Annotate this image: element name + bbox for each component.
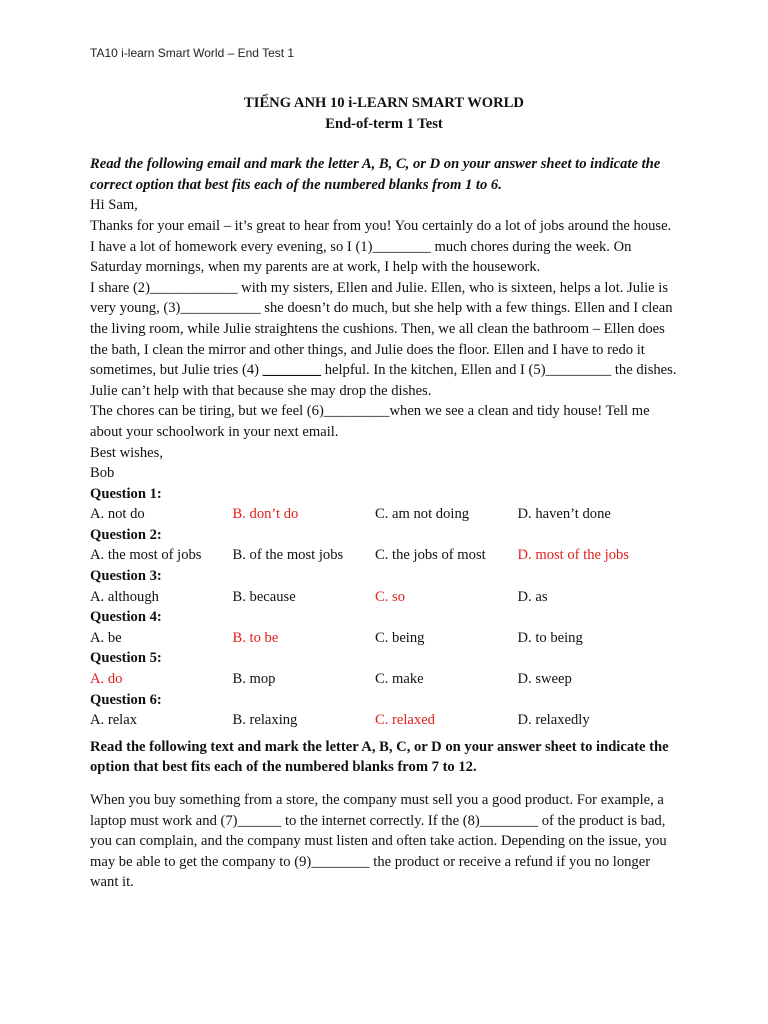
question-label: Question 4: [90,609,162,626]
email-signature: Bob [90,465,115,482]
email-closing: Best wishes, [90,444,163,461]
email-greeting: Hi Sam, [90,197,138,214]
question-options [90,504,678,525]
answer-option: D. haven’t done [517,506,611,523]
answer-option: D. as [517,588,548,605]
answer-option: B. because [232,588,296,605]
answer-option: B. mop [232,671,276,688]
blank-4: ________ [262,362,322,379]
question-label: Question 6: [90,691,162,708]
email-paragraph-2 [90,278,678,402]
answer-option: D. sweep [517,671,572,688]
question-label: Question 3: [90,568,162,585]
passage-paragraph-1: When you buy something from a store, the company must sell you a good product. For example, a laptop must work and (7)______ to the internet correctly. If the (8)________ of the product is bad, you can complain, and the company must listen and often take action. Depending on the issue, you may be able to get the company to (9)________ the product or receive a refund if you no longer want it. [90,792,667,891]
document-body [90,93,678,893]
answer-option: C. the jobs of most [375,547,486,564]
document-subtitle: End-of-term 1 Test [325,115,443,132]
section1-instruction: Read the following email and mark the letter A, B, C, or D on your answer sheet to indicate the correct option that best fits each of the numbered blanks from 1 to 6. [90,156,661,193]
answer-option-correct: B. don’t do [232,506,299,523]
answer-option: A. relax [90,712,138,729]
answer-option-correct: C. relaxed [375,712,435,729]
answer-option: D. relaxedly [517,712,590,729]
answer-option: C. make [375,671,424,688]
email-paragraph-2-start: I share (2)____________ with my sisters, Ellen and Julie. Ellen, who is sixteen, helps a lot. Julie is very young, (3)___________ she doesn’t do much, but she help with a few things. Ellen and I clean the living room, while Julie straightens the cushions. Then, we all clean the bathroom – Ellen does the bath, I clean the mirror and other things, and Julie does the floor. Ellen and I have to redo it sometimes, but Julie tries (4) [90,279,673,379]
question-options [90,710,678,731]
email-paragraph-3: The chores can be tiring, but we feel (6)_________when we see a clean and tidy house! Tell me about your schoolwork in your next email. [90,403,650,440]
answer-option: B. of the most jobs [232,547,344,564]
question-label: Question 2: [90,526,162,543]
document-title: TIẾNG ANH 10 i-LEARN SMART WORLD [244,95,524,111]
answer-option: D. to being [517,629,583,646]
answer-option: A. not do [90,506,145,523]
answer-option-correct: C. so [375,588,406,605]
section2-instruction: Read the following text and mark the letter A, B, C, or D on your answer sheet to indicate the option that best fits each of the numbered blanks from 7 to 12. [90,738,669,776]
answer-option-correct: B. to be [232,629,279,646]
answer-option-correct: D. most of the jobs [517,547,629,564]
answer-option-correct: A. do [90,671,123,688]
answer-option: C. am not doing [375,506,470,523]
answer-option: A. although [90,588,159,605]
question-options [90,669,678,690]
page-header: TA10 i-learn Smart World – End Test 1 [90,46,295,60]
email-paragraph-1: Thanks for your email – it’s great to hear from you! You certainly do a lot of jobs around the house. I have a lot of homework every evening, so I (1)________ much chores during the week. On Saturday mornings, when my parents are at work, I help with the housework. [90,217,672,276]
question-options [90,628,678,649]
email-paragraph-2-end: helpful. In the kitchen, Ellen and I (5)_________ the dishes. Julie can’t help with that because she may drop the dishes. [90,362,677,399]
answer-option: C. being [375,629,425,646]
question-options [90,545,678,566]
question-label: Question 5: [90,650,162,667]
answer-option: B. relaxing [232,712,298,729]
answer-option: A. the most of jobs [90,547,202,564]
question-label: Question 1: [90,485,162,502]
question-options [90,587,678,608]
question-list [90,484,678,731]
answer-option: A. be [90,629,122,646]
